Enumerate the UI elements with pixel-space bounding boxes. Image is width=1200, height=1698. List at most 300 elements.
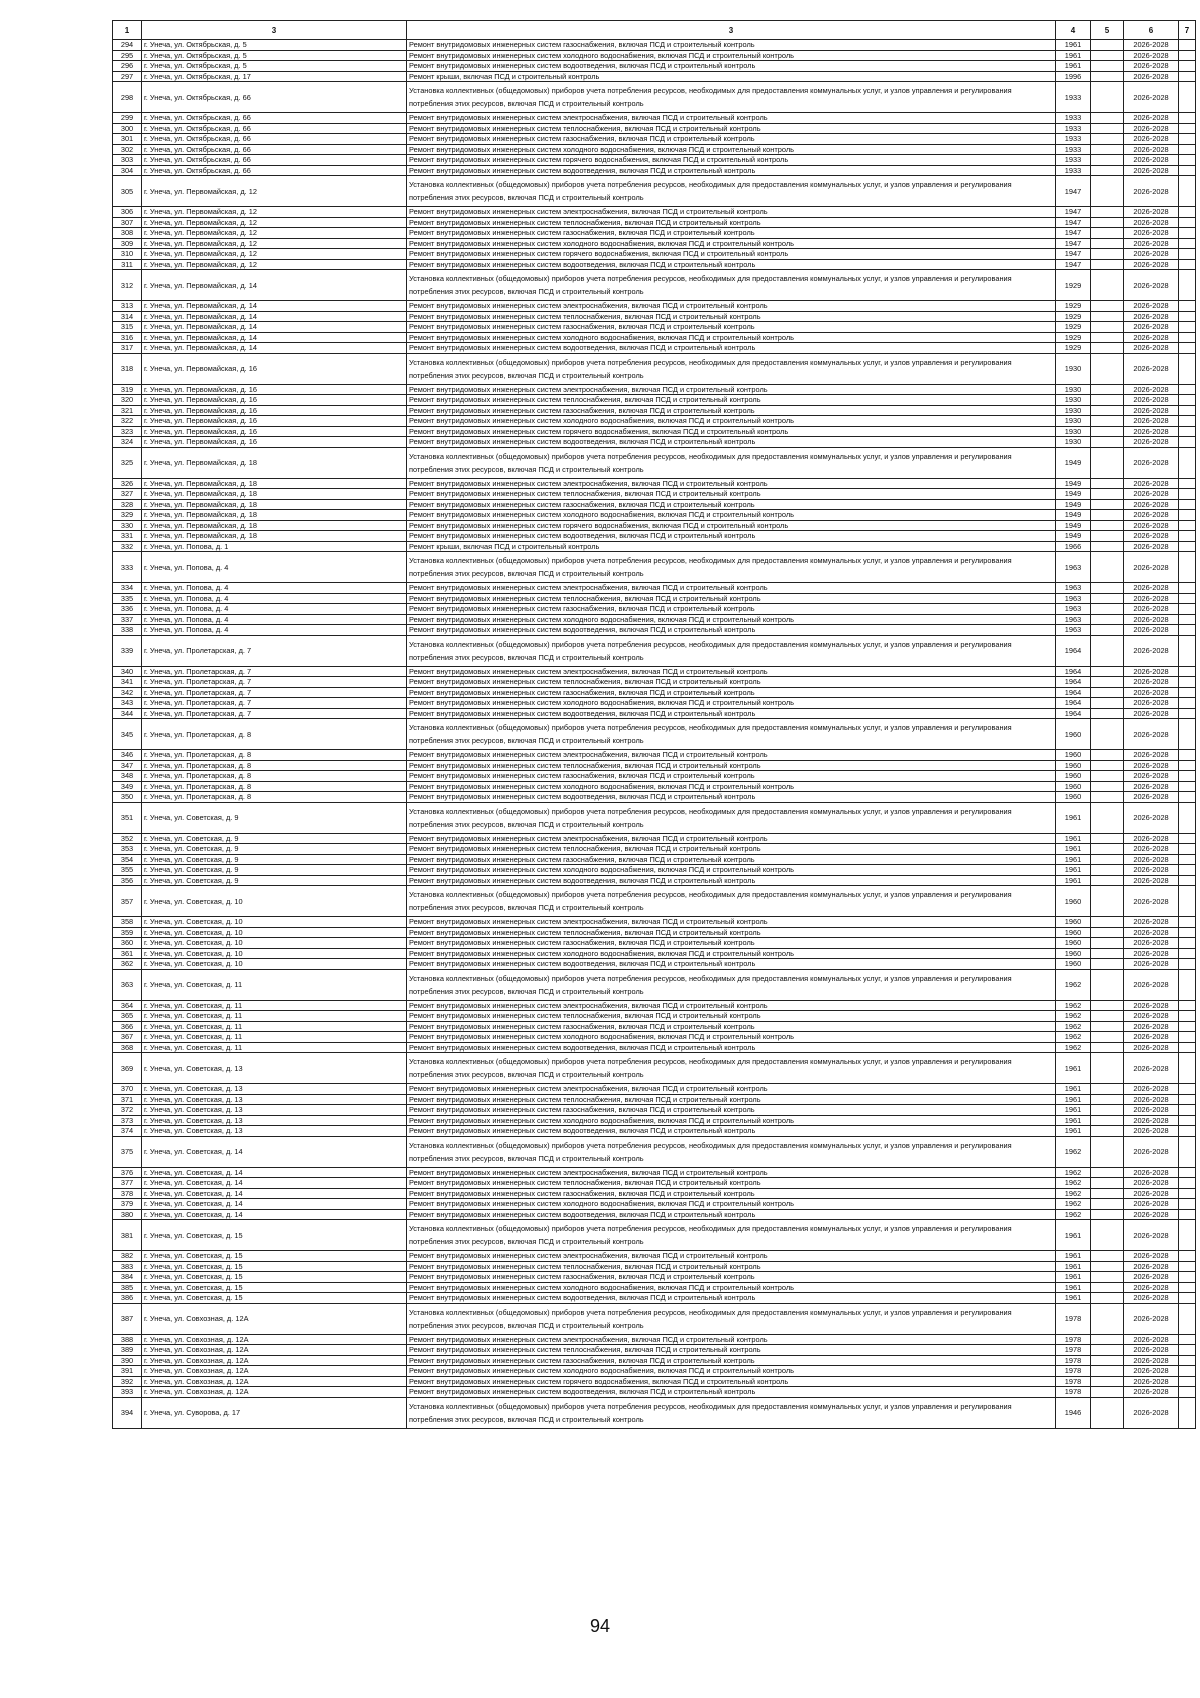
row-number: 360	[113, 938, 142, 949]
table-row	[113, 1334, 1196, 1345]
row-address: г. Унеча, ул. Советская, д. 10	[142, 927, 407, 938]
row-period: 2026-2028	[1124, 343, 1179, 354]
table-row	[113, 259, 1196, 270]
row-number: 299	[113, 113, 142, 124]
row-address: г. Унеча, ул. Советская, д. 13	[142, 1126, 407, 1137]
row-col-7	[1179, 1334, 1196, 1345]
row-col-5	[1091, 1136, 1124, 1167]
table-row	[113, 1167, 1196, 1178]
row-period: 2026-2028	[1124, 917, 1179, 928]
row-col-7	[1179, 552, 1196, 583]
row-number: 349	[113, 781, 142, 792]
row-address: г. Унеча, ул. Первомайская, д. 16	[142, 437, 407, 448]
row-col-5	[1091, 82, 1124, 113]
row-number: 379	[113, 1199, 142, 1210]
row-col-5	[1091, 969, 1124, 1000]
table-row	[113, 1272, 1196, 1283]
row-number: 307	[113, 217, 142, 228]
row-col-7	[1179, 165, 1196, 176]
row-number: 294	[113, 40, 142, 51]
row-address: г. Унеча, ул. Первомайская, д. 18	[142, 447, 407, 478]
row-year: 1996	[1056, 71, 1091, 82]
row-period: 2026-2028	[1124, 520, 1179, 531]
row-work-type: Ремонт внутридомовых инженерных систем водоотведения, включая ПСД и строительный контроль	[407, 437, 1056, 448]
header-col-1: 1	[113, 21, 142, 40]
row-number: 384	[113, 1272, 142, 1283]
row-col-5	[1091, 510, 1124, 521]
row-col-5	[1091, 865, 1124, 876]
row-col-5	[1091, 144, 1124, 155]
row-period: 2026-2028	[1124, 948, 1179, 959]
row-number: 372	[113, 1105, 142, 1116]
table-row	[113, 1251, 1196, 1262]
document-sheet	[112, 20, 1190, 1429]
row-year: 1933	[1056, 155, 1091, 166]
row-work-type: Ремонт внутридомовых инженерных систем холодного водоснабжения, включая ПСД и строительный контроль	[407, 238, 1056, 249]
table-row	[113, 155, 1196, 166]
row-number: 336	[113, 604, 142, 615]
row-period: 2026-2028	[1124, 1282, 1179, 1293]
row-address: г. Унеча, ул. Первомайская, д. 18	[142, 499, 407, 510]
row-col-7	[1179, 708, 1196, 719]
row-number: 326	[113, 478, 142, 489]
row-col-7	[1179, 1272, 1196, 1283]
row-number: 381	[113, 1220, 142, 1251]
row-col-5	[1091, 165, 1124, 176]
row-col-7	[1179, 332, 1196, 343]
row-year: 1933	[1056, 165, 1091, 176]
row-period: 2026-2028	[1124, 259, 1179, 270]
row-address: г. Унеча, ул. Первомайская, д. 18	[142, 520, 407, 531]
row-year: 1962	[1056, 1042, 1091, 1053]
row-work-type: Ремонт внутридомовых инженерных систем теплоснабжения, включая ПСД и строительный контроль	[407, 123, 1056, 134]
row-address: г. Унеча, ул. Совхозная, д. 12А	[142, 1303, 407, 1334]
row-work-type: Ремонт внутридомовых инженерных систем электроснабжения, включая ПСД и строительный контроль	[407, 917, 1056, 928]
row-address: г. Унеча, ул. Пролетарская, д. 8	[142, 750, 407, 761]
row-col-5	[1091, 886, 1124, 917]
table-row	[113, 833, 1196, 844]
row-work-type: Ремонт внутридомовых инженерных систем теплоснабжения, включая ПСД и строительный контроль	[407, 1345, 1056, 1356]
row-work-type: Ремонт внутридомовых инженерных систем газоснабжения, включая ПСД и строительный контроль	[407, 134, 1056, 145]
row-year: 1964	[1056, 708, 1091, 719]
row-year: 1933	[1056, 82, 1091, 113]
row-period: 2026-2028	[1124, 176, 1179, 207]
row-work-type: Ремонт внутридомовых инженерных систем электроснабжения, включая ПСД и строительный контроль	[407, 1167, 1056, 1178]
row-col-5	[1091, 1011, 1124, 1022]
row-address: г. Унеча, ул. Первомайская, д. 14	[142, 301, 407, 312]
row-col-5	[1091, 155, 1124, 166]
row-number: 394	[113, 1397, 142, 1428]
row-work-type: Ремонт внутридомовых инженерных систем холодного водоснабжения, включая ПСД и строительный контроль	[407, 614, 1056, 625]
table-row	[113, 217, 1196, 228]
row-work-type: Ремонт внутридомовых инженерных систем горячего водоснабжения, включая ПСД и строительный контроль	[407, 520, 1056, 531]
row-period: 2026-2028	[1124, 144, 1179, 155]
row-period: 2026-2028	[1124, 238, 1179, 249]
row-number: 391	[113, 1366, 142, 1377]
row-address: г. Унеча, ул. Октябрьская, д. 66	[142, 165, 407, 176]
row-period: 2026-2028	[1124, 123, 1179, 134]
row-work-type: Ремонт внутридомовых инженерных систем холодного водоснабжения, включая ПСД и строительный контроль	[407, 1366, 1056, 1377]
row-period: 2026-2028	[1124, 228, 1179, 239]
row-period: 2026-2028	[1124, 959, 1179, 970]
row-address: г. Унеча, ул. Октябрьская, д. 5	[142, 40, 407, 51]
row-period: 2026-2028	[1124, 771, 1179, 782]
row-work-type: Ремонт внутридомовых инженерных систем горячего водоснабжения, включая ПСД и строительный контроль	[407, 426, 1056, 437]
row-year: 1930	[1056, 405, 1091, 416]
row-year: 1961	[1056, 1293, 1091, 1304]
row-address: г. Унеча, ул. Советская, д. 11	[142, 1021, 407, 1032]
row-address: г. Унеча, ул. Советская, д. 13	[142, 1115, 407, 1126]
row-number: 356	[113, 875, 142, 886]
row-col-7	[1179, 1105, 1196, 1116]
row-col-7	[1179, 520, 1196, 531]
row-number: 370	[113, 1084, 142, 1095]
table-row	[113, 416, 1196, 427]
row-number: 314	[113, 311, 142, 322]
row-address: г. Унеча, ул. Первомайская, д. 14	[142, 270, 407, 301]
row-number: 365	[113, 1011, 142, 1022]
row-col-5	[1091, 61, 1124, 72]
row-year: 1960	[1056, 792, 1091, 803]
row-period: 2026-2028	[1124, 1345, 1179, 1356]
row-number: 358	[113, 917, 142, 928]
row-col-7	[1179, 217, 1196, 228]
row-col-7	[1179, 1084, 1196, 1095]
row-number: 368	[113, 1042, 142, 1053]
row-col-7	[1179, 760, 1196, 771]
row-col-7	[1179, 604, 1196, 615]
row-col-7	[1179, 416, 1196, 427]
row-period: 2026-2028	[1124, 478, 1179, 489]
row-number: 351	[113, 802, 142, 833]
row-col-7	[1179, 677, 1196, 688]
row-number: 325	[113, 447, 142, 478]
table-row	[113, 719, 1196, 750]
row-number: 305	[113, 176, 142, 207]
page-number: 94	[589, 1616, 611, 1636]
row-number: 342	[113, 687, 142, 698]
row-work-type: Ремонт внутридомовых инженерных систем газоснабжения, включая ПСД и строительный контроль	[407, 405, 1056, 416]
row-period: 2026-2028	[1124, 886, 1179, 917]
row-col-7	[1179, 426, 1196, 437]
row-address: г. Унеча, ул. Пролетарская, д. 7	[142, 698, 407, 709]
row-period: 2026-2028	[1124, 1032, 1179, 1043]
row-address: г. Унеча, ул. Советская, д. 9	[142, 844, 407, 855]
row-address: г. Унеча, ул. Советская, д. 15	[142, 1272, 407, 1283]
table-row	[113, 583, 1196, 594]
row-address: г. Унеча, ул. Пролетарская, д. 8	[142, 719, 407, 750]
row-period: 2026-2028	[1124, 844, 1179, 855]
row-col-7	[1179, 865, 1196, 876]
row-number: 352	[113, 833, 142, 844]
row-col-7	[1179, 854, 1196, 865]
table-row	[113, 311, 1196, 322]
row-period: 2026-2028	[1124, 750, 1179, 761]
row-col-5	[1091, 948, 1124, 959]
row-period: 2026-2028	[1124, 1261, 1179, 1272]
row-period: 2026-2028	[1124, 625, 1179, 636]
row-col-5	[1091, 1345, 1124, 1356]
row-work-type: Ремонт внутридомовых инженерных систем холодного водоснабжения, включая ПСД и строительный контроль	[407, 416, 1056, 427]
row-work-type: Ремонт внутридомовых инженерных систем электроснабжения, включая ПСД и строительный контроль	[407, 301, 1056, 312]
table-row	[113, 40, 1196, 51]
row-address: г. Унеча, ул. Попова, д. 4	[142, 614, 407, 625]
row-work-type: Ремонт внутридомовых инженерных систем газоснабжения, включая ПСД и строительный контроль	[407, 1272, 1056, 1283]
row-year: 1933	[1056, 113, 1091, 124]
row-col-5	[1091, 1282, 1124, 1293]
row-work-type: Ремонт внутридомовых инженерных систем газоснабжения, включая ПСД и строительный контроль	[407, 1021, 1056, 1032]
row-period: 2026-2028	[1124, 1199, 1179, 1210]
row-col-7	[1179, 635, 1196, 666]
row-address: г. Унеча, ул. Пролетарская, д. 7	[142, 708, 407, 719]
row-address: г. Унеча, ул. Октябрьская, д. 66	[142, 144, 407, 155]
row-number: 306	[113, 207, 142, 218]
row-year: 1978	[1056, 1366, 1091, 1377]
row-period: 2026-2028	[1124, 155, 1179, 166]
row-address: г. Унеча, ул. Попова, д. 4	[142, 604, 407, 615]
row-col-5	[1091, 844, 1124, 855]
row-year: 1961	[1056, 833, 1091, 844]
row-col-5	[1091, 499, 1124, 510]
row-work-type: Ремонт внутридомовых инженерных систем газоснабжения, включая ПСД и строительный контроль	[407, 1105, 1056, 1116]
row-work-type: Ремонт внутридомовых инженерных систем газоснабжения, включая ПСД и строительный контроль	[407, 499, 1056, 510]
row-year: 1964	[1056, 687, 1091, 698]
row-year: 1960	[1056, 917, 1091, 928]
row-period: 2026-2028	[1124, 677, 1179, 688]
row-address: г. Унеча, ул. Октябрьская, д. 5	[142, 61, 407, 72]
table-row	[113, 792, 1196, 803]
row-col-7	[1179, 437, 1196, 448]
row-work-type: Ремонт внутридомовых инженерных систем теплоснабжения, включая ПСД и строительный контроль	[407, 677, 1056, 688]
row-number: 393	[113, 1387, 142, 1398]
row-address: г. Унеча, ул. Советская, д. 14	[142, 1178, 407, 1189]
row-col-5	[1091, 134, 1124, 145]
row-address: г. Унеча, ул. Совхозная, д. 12А	[142, 1334, 407, 1345]
row-period: 2026-2028	[1124, 1397, 1179, 1428]
row-col-7	[1179, 1376, 1196, 1387]
table-row	[113, 1220, 1196, 1251]
row-col-7	[1179, 1178, 1196, 1189]
row-address: г. Унеча, ул. Советская, д. 10	[142, 938, 407, 949]
row-address: г. Унеча, ул. Совхозная, д. 12А	[142, 1345, 407, 1356]
row-period: 2026-2028	[1124, 1053, 1179, 1084]
table-row	[113, 1021, 1196, 1032]
row-year: 1947	[1056, 249, 1091, 260]
row-period: 2026-2028	[1124, 217, 1179, 228]
row-address: г. Унеча, ул. Пролетарская, д. 8	[142, 781, 407, 792]
row-period: 2026-2028	[1124, 938, 1179, 949]
row-col-7	[1179, 249, 1196, 260]
row-work-type: Ремонт внутридомовых инженерных систем теплоснабжения, включая ПСД и строительный контроль	[407, 1094, 1056, 1105]
row-col-5	[1091, 583, 1124, 594]
row-number: 377	[113, 1178, 142, 1189]
table-row	[113, 1105, 1196, 1116]
row-year: 1933	[1056, 144, 1091, 155]
row-col-7	[1179, 781, 1196, 792]
table-row	[113, 1178, 1196, 1189]
table-row	[113, 938, 1196, 949]
row-work-type: Ремонт внутридомовых инженерных систем газоснабжения, включая ПСД и строительный контроль	[407, 604, 1056, 615]
row-number: 348	[113, 771, 142, 782]
row-period: 2026-2028	[1124, 395, 1179, 406]
row-work-type: Ремонт внутридомовых инженерных систем горячего водоснабжения, включая ПСД и строительный контроль	[407, 1376, 1056, 1387]
row-number: 385	[113, 1282, 142, 1293]
row-address: г. Унеча, ул. Первомайская, д. 12	[142, 228, 407, 239]
row-year: 1947	[1056, 207, 1091, 218]
row-col-7	[1179, 322, 1196, 333]
row-address: г. Унеча, ул. Совхозная, д. 12А	[142, 1355, 407, 1366]
row-col-5	[1091, 249, 1124, 260]
row-number: 296	[113, 61, 142, 72]
row-col-7	[1179, 666, 1196, 677]
table-row	[113, 1053, 1196, 1084]
table-row	[113, 1387, 1196, 1398]
row-period: 2026-2028	[1124, 865, 1179, 876]
row-work-type: Ремонт внутридомовых инженерных систем теплоснабжения, включая ПСД и строительный контроль	[407, 927, 1056, 938]
row-address: г. Унеча, ул. Советская, д. 10	[142, 886, 407, 917]
row-col-5	[1091, 270, 1124, 301]
row-address: г. Унеча, ул. Первомайская, д. 16	[142, 353, 407, 384]
row-col-5	[1091, 395, 1124, 406]
row-year: 1961	[1056, 865, 1091, 876]
row-col-5	[1091, 228, 1124, 239]
row-work-type: Ремонт внутридомовых инженерных систем водоотведения, включая ПСД и строительный контроль	[407, 792, 1056, 803]
row-period: 2026-2028	[1124, 927, 1179, 938]
row-col-5	[1091, 854, 1124, 865]
row-work-type: Ремонт внутридомовых инженерных систем теплоснабжения, включая ПСД и строительный контроль	[407, 1178, 1056, 1189]
row-col-5	[1091, 552, 1124, 583]
row-year: 1961	[1056, 1282, 1091, 1293]
table-row	[113, 1011, 1196, 1022]
row-work-type: Ремонт внутридомовых инженерных систем теплоснабжения, включая ПСД и строительный контроль	[407, 311, 1056, 322]
row-period: 2026-2028	[1124, 322, 1179, 333]
row-work-type: Установка коллективных (общедомовых) приборов учета потребления ресурсов, необходимых для предоставления коммунальных услуг, и узлов управления и регулирования потребления этих ресурсов, включая ПСД и строительный контроль	[407, 719, 1056, 750]
row-col-5	[1091, 1053, 1124, 1084]
table-row	[113, 520, 1196, 531]
row-work-type: Ремонт внутридомовых инженерных систем водоотведения, включая ПСД и строительный контроль	[407, 625, 1056, 636]
row-address: г. Унеча, ул. Октябрьская, д. 66	[142, 82, 407, 113]
row-col-7	[1179, 301, 1196, 312]
row-address: г. Унеча, ул. Октябрьская, д. 66	[142, 123, 407, 134]
table-body	[113, 40, 1196, 1429]
table-row	[113, 1115, 1196, 1126]
row-col-7	[1179, 593, 1196, 604]
row-work-type: Ремонт внутридомовых инженерных систем электроснабжения, включая ПСД и строительный контроль	[407, 1334, 1056, 1345]
row-number: 324	[113, 437, 142, 448]
row-year: 1978	[1056, 1387, 1091, 1398]
table-row	[113, 886, 1196, 917]
row-year: 1961	[1056, 875, 1091, 886]
table-row	[113, 917, 1196, 928]
row-period: 2026-2028	[1124, 833, 1179, 844]
row-work-type: Установка коллективных (общедомовых) приборов учета потребления ресурсов, необходимых для предоставления коммунальных услуг, и узлов управления и регулирования потребления этих ресурсов, включая ПСД и строительный контроль	[407, 552, 1056, 583]
row-col-7	[1179, 155, 1196, 166]
row-work-type: Ремонт внутридомовых инженерных систем горячего водоснабжения, включая ПСД и строительный контроль	[407, 249, 1056, 260]
row-year: 1963	[1056, 625, 1091, 636]
row-address: г. Унеча, ул. Совхозная, д. 12А	[142, 1366, 407, 1377]
row-period: 2026-2028	[1124, 604, 1179, 615]
row-period: 2026-2028	[1124, 854, 1179, 865]
row-period: 2026-2028	[1124, 792, 1179, 803]
row-address: г. Унеча, ул. Советская, д. 15	[142, 1282, 407, 1293]
row-period: 2026-2028	[1124, 1105, 1179, 1116]
row-col-7	[1179, 719, 1196, 750]
row-col-5	[1091, 698, 1124, 709]
table-row	[113, 959, 1196, 970]
row-col-5	[1091, 1000, 1124, 1011]
row-address: г. Унеча, ул. Совхозная, д. 12А	[142, 1376, 407, 1387]
row-work-type: Ремонт внутридомовых инженерных систем холодного водоснабжения, включая ПСД и строительный контроль	[407, 1115, 1056, 1126]
row-col-7	[1179, 844, 1196, 855]
row-col-7	[1179, 750, 1196, 761]
row-year: 1962	[1056, 1178, 1091, 1189]
row-col-5	[1091, 353, 1124, 384]
row-number: 375	[113, 1136, 142, 1167]
row-address: г. Унеча, ул. Советская, д. 9	[142, 865, 407, 876]
row-period: 2026-2028	[1124, 384, 1179, 395]
row-year: 1962	[1056, 1209, 1091, 1220]
row-work-type: Ремонт внутридомовых инженерных систем холодного водоснабжения, включая ПСД и строительный контроль	[407, 865, 1056, 876]
row-col-5	[1091, 1126, 1124, 1137]
row-period: 2026-2028	[1124, 499, 1179, 510]
row-year: 1962	[1056, 969, 1091, 1000]
table-row	[113, 478, 1196, 489]
row-col-7	[1179, 50, 1196, 61]
row-period: 2026-2028	[1124, 1303, 1179, 1334]
row-year: 1929	[1056, 343, 1091, 354]
row-number: 367	[113, 1032, 142, 1043]
row-col-7	[1179, 1053, 1196, 1084]
row-year: 1961	[1056, 1261, 1091, 1272]
row-year: 1964	[1056, 635, 1091, 666]
row-address: г. Унеча, ул. Первомайская, д. 16	[142, 426, 407, 437]
row-col-7	[1179, 499, 1196, 510]
row-work-type: Ремонт внутридомовых инженерных систем газоснабжения, включая ПСД и строительный контроль	[407, 1355, 1056, 1366]
row-address: г. Унеча, ул. Пролетарская, д. 7	[142, 677, 407, 688]
row-period: 2026-2028	[1124, 82, 1179, 113]
row-col-7	[1179, 1209, 1196, 1220]
row-col-5	[1091, 311, 1124, 322]
row-year: 1933	[1056, 123, 1091, 134]
row-work-type: Ремонт внутридомовых инженерных систем электроснабжения, включая ПСД и строительный контроль	[407, 1000, 1056, 1011]
row-period: 2026-2028	[1124, 1376, 1179, 1387]
row-number: 300	[113, 123, 142, 134]
row-year: 1960	[1056, 948, 1091, 959]
table-row	[113, 134, 1196, 145]
row-year: 1963	[1056, 614, 1091, 625]
row-period: 2026-2028	[1124, 1293, 1179, 1304]
row-col-7	[1179, 1355, 1196, 1366]
row-address: г. Унеча, ул. Попова, д. 4	[142, 625, 407, 636]
row-work-type: Ремонт внутридомовых инженерных систем электроснабжения, включая ПСД и строительный контроль	[407, 583, 1056, 594]
row-work-type: Ремонт внутридомовых инженерных систем холодного водоснабжения, включая ПСД и строительный контроль	[407, 1282, 1056, 1293]
row-work-type: Ремонт внутридомовых инженерных систем электроснабжения, включая ПСД и строительный контроль	[407, 666, 1056, 677]
row-year: 1960	[1056, 771, 1091, 782]
row-period: 2026-2028	[1124, 719, 1179, 750]
row-year: 1962	[1056, 1032, 1091, 1043]
table-row	[113, 844, 1196, 855]
row-col-5	[1091, 1094, 1124, 1105]
row-period: 2026-2028	[1124, 113, 1179, 124]
row-year: 1964	[1056, 698, 1091, 709]
row-work-type: Установка коллективных (общедомовых) приборов учета потребления ресурсов, необходимых для предоставления коммунальных услуг, и узлов управления и регулирования потребления этих ресурсов, включая ПСД и строительный контроль	[407, 969, 1056, 1000]
table-row	[113, 1282, 1196, 1293]
row-col-5	[1091, 917, 1124, 928]
row-year: 1962	[1056, 1000, 1091, 1011]
row-number: 343	[113, 698, 142, 709]
row-year: 1949	[1056, 478, 1091, 489]
row-year: 1929	[1056, 322, 1091, 333]
